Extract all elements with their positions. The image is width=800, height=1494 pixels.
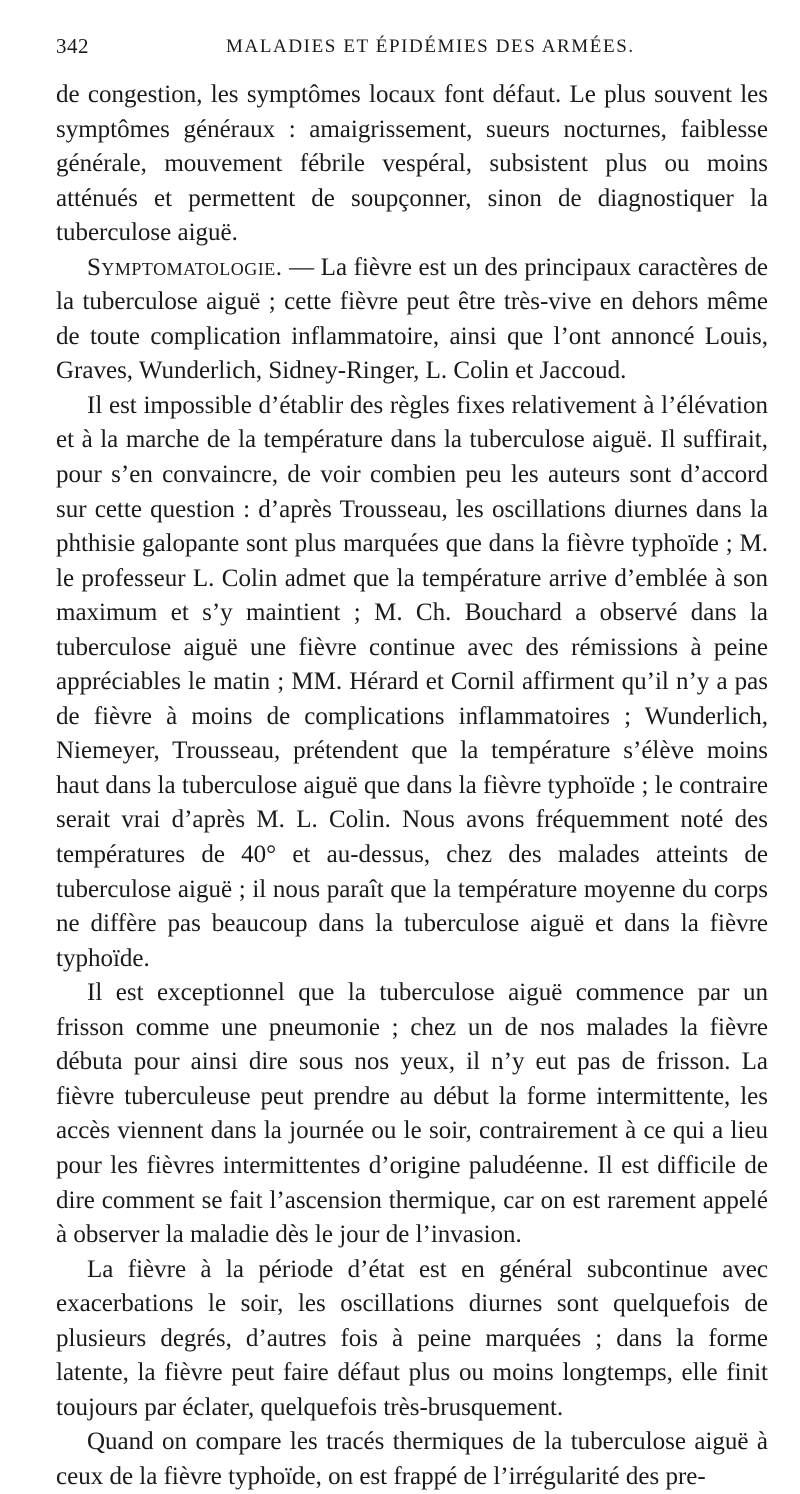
- paragraph-symptomatologie: [56, 251, 768, 389]
- paragraph-text: Quand on compare les tracés thermiques de la tuberculose aiguë à ceux de la fièvre typhoïde, on est frappé de l’irrégularité des pre-: [56, 1428, 768, 1490]
- running-head: MALADIES ET ÉPIDÉMIES DES ARMÉES.: [226, 36, 635, 57]
- paragraph-text: La fièvre à la période d’état est en général subcontinue avec exacerbations le soir, les oscillations diurnes sont quelquefois de plusieurs degrés, d’autres fois à peine marquées ; dans la forme latente, la fièvre peut faire défaut plus ou moins longtemps, elle finit toujours par éclater, quelquefois très-brusquement.: [56, 1255, 768, 1421]
- paragraph-text: de congestion, les symptômes locaux font défaut. Le plus souvent les symptômes généraux : amaigrissement, sueurs nocturnes, faiblesse générale, mouvement fébrile vespéral, subsistent plus ou moins atténués et permettent de soupçonner, sinon de diagnostiquer la tuberculose aiguë.: [56, 81, 768, 247]
- paragraph-text: Il est exceptionnel que la tuberculose aiguë commence par un frisson comme une pneumonie ; chez un de nos malades la fièvre débuta pour ainsi dire sous nos yeux, il n’y eut pas de frisson. La fièvre tuberculeuse peut prendre au début la forme intermittente, les accès viennent dans la journée ou le soir, contrairement à ce qui a lieu pour les fièvres intermittentes d’origine paludéenne. Il est difficile de dire comment se fait l’ascension thermique, car on est rarement appelé à observer la maladie dès le jour de l’invasion.: [56, 979, 768, 1249]
- paragraph-text: — La fièvre est un des principaux caractères de la tuberculose aiguë ; cette fièvre peut être très-vive en dehors même de toute complication inflammatoire, ainsi que l’ont annoncé Louis, Graves, Wunderlich, Sidney-Ringer, L. Colin et Jaccoud.: [56, 253, 768, 385]
- paragraph-text: Il est impossible d’établir des règles fixes relativement à l’élévation et à la marche de la température dans la tuberculose aiguë. Il suffirait, pour s’en convaincre, de voir combien peu les auteurs sont d’accord sur cette question : d’après Trousseau, les oscillations diurnes dans la phthisie galopante sont plus marquées que dans la fièvre typhoïde ; M. le professeur L. Colin admet que la température arrive d’emblée à son maximum et s’y maintient ; M. Ch. Bouchard a observé dans la tuberculose aiguë une fièvre continue avec des rémissions à peine appréciables le matin ; MM. Hérard et Cornil affirment qu’il n’y a pas de fièvre à moins de complications inflammatoires ; Wunderlich, Niemeyer, Trousseau, prétendent que la température s’élève moins haut dans la tuberculose aiguë que dans la fièvre typhoïde ; le contraire serait vrai d’après M. L. Colin. Nous avons fréquemment noté des températures de 40° et au-dessus, chez des malades atteints de tuberculose aiguë ; il nous paraît que la température moyenne du corps ne diffère pas beaucoup dans la tuberculose aiguë et dans la fièvre typhoïde.: [56, 391, 768, 972]
- paragraph-periode-etat: [56, 1253, 768, 1426]
- paragraph-traces-thermiques: [56, 1425, 768, 1494]
- body-text: [56, 78, 768, 1494]
- paragraph-frisson: [56, 976, 768, 1252]
- paragraph-continuation: [56, 78, 768, 251]
- page-header: [56, 34, 756, 64]
- section-heading-inline: Symptomatologie.: [87, 253, 283, 281]
- paragraph-temperature: [56, 389, 768, 976]
- page-number: 342: [56, 34, 89, 58]
